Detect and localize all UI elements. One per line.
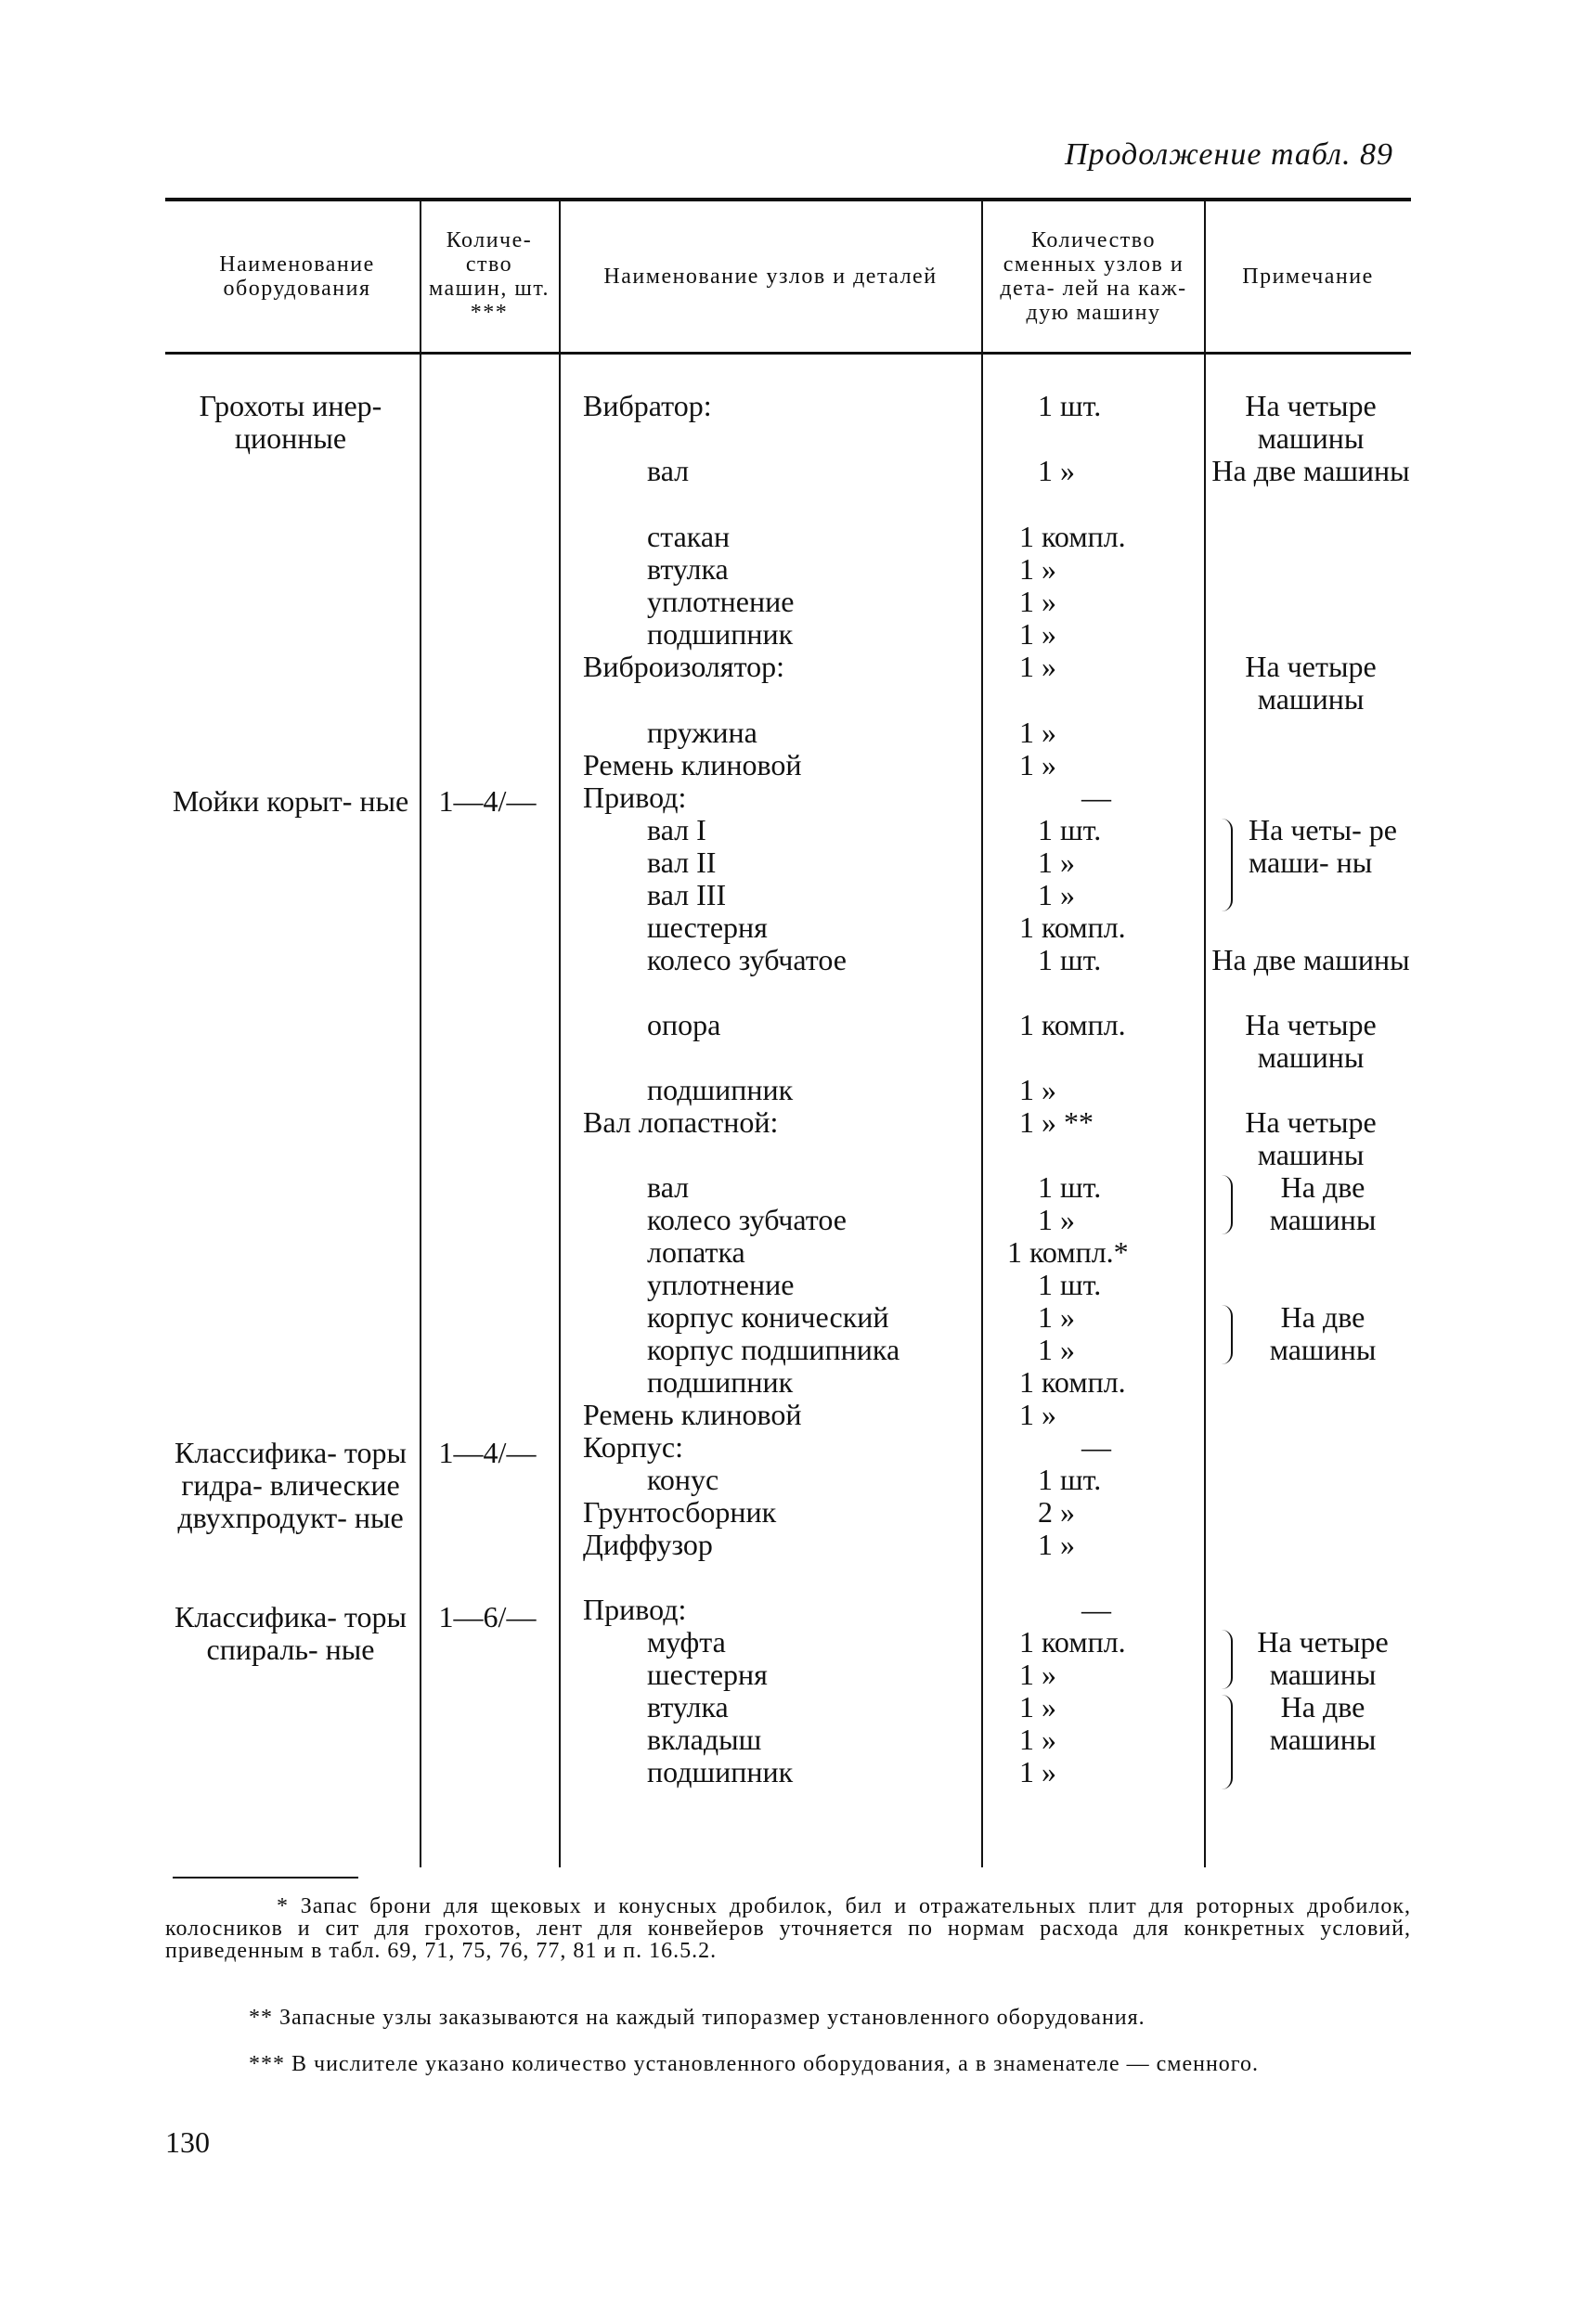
header-equipment: Наименование оборудования: [219, 252, 375, 301]
spare-qty: 1 »: [1019, 552, 1056, 586]
note: На две машины: [1269, 1690, 1377, 1756]
header-note: Примечание: [1242, 265, 1374, 289]
bracket: [1218, 1305, 1233, 1364]
spare-qty: 2 »: [1038, 1495, 1075, 1529]
part-name: лопатка: [647, 1235, 745, 1269]
part-name: Корпус:: [583, 1430, 683, 1464]
part-name: вал III: [647, 878, 727, 911]
spare-qty: 1 »: [1019, 650, 1056, 683]
spare-qty: 1 »: [1038, 1528, 1075, 1561]
part-name: корпус конический: [647, 1300, 889, 1334]
spare-qty: 1 »: [1038, 1203, 1075, 1236]
note: На две машины: [1269, 1300, 1377, 1366]
spare-qty: 1 компл.: [1019, 520, 1126, 553]
spare-qty: 1 »: [1019, 716, 1056, 749]
spare-qty: —: [1081, 781, 1111, 814]
spare-qty: 1 »: [1019, 1398, 1056, 1431]
header-parts: Наименование узлов и деталей: [603, 265, 938, 289]
spare-qty: 1 »: [1019, 1723, 1056, 1756]
note: На две машины: [1211, 454, 1410, 487]
part-name: вал I: [647, 813, 706, 846]
footnote: * Запас брони для щековых и конусных дробилок, бил и отражательных плит для роторных дробилок, колосников и сит для грохотов, лент для конвейеров уточняется по нормам расхода для конкретных условий, приведенным в табл. 69, 71, 75, 76, 77, 81 и п. 16.5.2.: [165, 1894, 1411, 1963]
spare-qty: 1 »: [1019, 1690, 1056, 1724]
part-name: шестерня: [647, 1658, 768, 1691]
spare-qty: 1 компл.: [1019, 910, 1126, 944]
spare-qty: 1 компл.*: [1007, 1235, 1129, 1269]
part-name: втулка: [647, 1690, 729, 1724]
table-top-rule: [165, 198, 1411, 201]
spare-qty: 1 »: [1019, 1755, 1056, 1788]
spare-qty: 1 компл.: [1019, 1365, 1126, 1399]
part-name: Вал лопастной:: [583, 1105, 779, 1139]
part-name: Привод:: [583, 781, 687, 814]
spare-qty: 1 шт.: [1038, 1170, 1102, 1204]
part-name: опора: [647, 1008, 721, 1041]
column-divider: [1204, 201, 1206, 1867]
part-name: пружина: [647, 716, 757, 749]
part-name: уплотнение: [647, 1268, 795, 1301]
footnote: ** Запасные узлы заказываются на каждый типоразмер установленного оборудования.: [249, 2006, 1145, 2030]
part-name: шестерня: [647, 910, 768, 944]
header-spare-qty: Количество сменных узлов и дета- лей на каж- дую машину: [1000, 228, 1187, 325]
part-name: Ремень клиновой: [583, 748, 802, 781]
equipment-qty: 1—4/—: [438, 784, 537, 818]
note: На четыре машины: [1245, 1008, 1377, 1074]
part-name: вкладыш: [647, 1723, 762, 1756]
column-divider: [559, 201, 561, 1867]
table-header-rule: [165, 352, 1411, 355]
spare-qty: 1 »: [1038, 1333, 1075, 1366]
part-name: Вибратор:: [583, 389, 712, 422]
equipment-name: Классифика- торы гидра- влические двухпродукт- ные: [175, 1436, 407, 1534]
part-name: колесо зубчатое: [647, 943, 847, 976]
spare-qty: 1 шт.: [1038, 389, 1102, 422]
spare-qty: 1 шт.: [1038, 943, 1102, 976]
part-name: подшипник: [647, 1755, 794, 1788]
part-name: колесо зубчатое: [647, 1203, 847, 1236]
equipment-qty: 1—4/—: [438, 1436, 537, 1469]
spare-qty: 1 »: [1019, 585, 1056, 618]
bracket: [1218, 1695, 1233, 1789]
spare-qty: 1 »: [1019, 1658, 1056, 1691]
spare-qty: 1 »: [1038, 878, 1075, 911]
bracket: [1218, 819, 1233, 911]
equipment-name: Классифика- торы спираль- ные: [175, 1600, 407, 1666]
part-name: стакан: [647, 520, 731, 553]
equipment-name: Мойки корыт- ные: [172, 784, 409, 818]
part-name: подшипник: [647, 617, 794, 651]
bracket: [1218, 1630, 1233, 1689]
part-name: Диффузор: [583, 1528, 713, 1561]
part-name: подшипник: [647, 1365, 794, 1399]
footnote: *** В числителе указано количество установленного оборудования, а в знаменателе — сменного.: [249, 2052, 1260, 2076]
bracket: [1218, 1175, 1233, 1234]
part-name: вал: [647, 1170, 690, 1204]
spare-qty: 1 »: [1019, 1073, 1056, 1106]
spare-qty: 1 »: [1038, 454, 1075, 487]
part-name: Ремень клиновой: [583, 1398, 802, 1431]
equipment-name: Грохоты инер- ционные: [199, 389, 382, 455]
note: На четыре машины: [1245, 389, 1377, 455]
table-caption: Продолжение табл. 89: [1064, 137, 1393, 172]
spare-qty: 1 компл.: [1019, 1625, 1126, 1659]
part-name: Виброизолятор:: [583, 650, 785, 683]
spare-qty: 1 »: [1019, 748, 1056, 781]
spare-qty: 1 » **: [1019, 1105, 1094, 1139]
spare-qty: 1 шт.: [1038, 1268, 1102, 1301]
part-name: вал: [647, 454, 690, 487]
spare-qty: 1 шт.: [1038, 1463, 1102, 1496]
note: На четыре машины: [1257, 1625, 1389, 1691]
part-name: подшипник: [647, 1073, 794, 1106]
note: На две машины: [1269, 1170, 1377, 1236]
part-name: корпус подшипника: [647, 1333, 900, 1366]
header-qty: Количе- ство машин, шт. ***: [429, 228, 550, 325]
spare-qty: 1 компл.: [1019, 1008, 1126, 1041]
part-name: уплотнение: [647, 585, 795, 618]
part-name: Грунтосборник: [583, 1495, 777, 1529]
spare-qty: 1 »: [1019, 617, 1056, 651]
spare-qty: —: [1081, 1593, 1111, 1626]
column-divider: [420, 201, 421, 1867]
note: На четы- ре маши- ны: [1249, 813, 1397, 879]
note: На четыре машины: [1245, 650, 1377, 716]
page-number: 130: [165, 2125, 210, 2159]
note: На две машины: [1211, 943, 1410, 976]
part-name: вал II: [647, 846, 717, 879]
part-name: Привод:: [583, 1593, 687, 1626]
column-divider: [981, 201, 983, 1867]
spare-qty: —: [1081, 1430, 1111, 1464]
part-name: втулка: [647, 552, 729, 586]
footnote-separator: [173, 1877, 358, 1879]
note: На четыре машины: [1245, 1105, 1377, 1171]
spare-qty: 1 шт.: [1038, 813, 1102, 846]
part-name: муфта: [647, 1625, 726, 1659]
part-name: конус: [647, 1463, 719, 1496]
spare-qty: 1 »: [1038, 846, 1075, 879]
equipment-qty: 1—6/—: [438, 1600, 537, 1633]
spare-qty: 1 »: [1038, 1300, 1075, 1334]
